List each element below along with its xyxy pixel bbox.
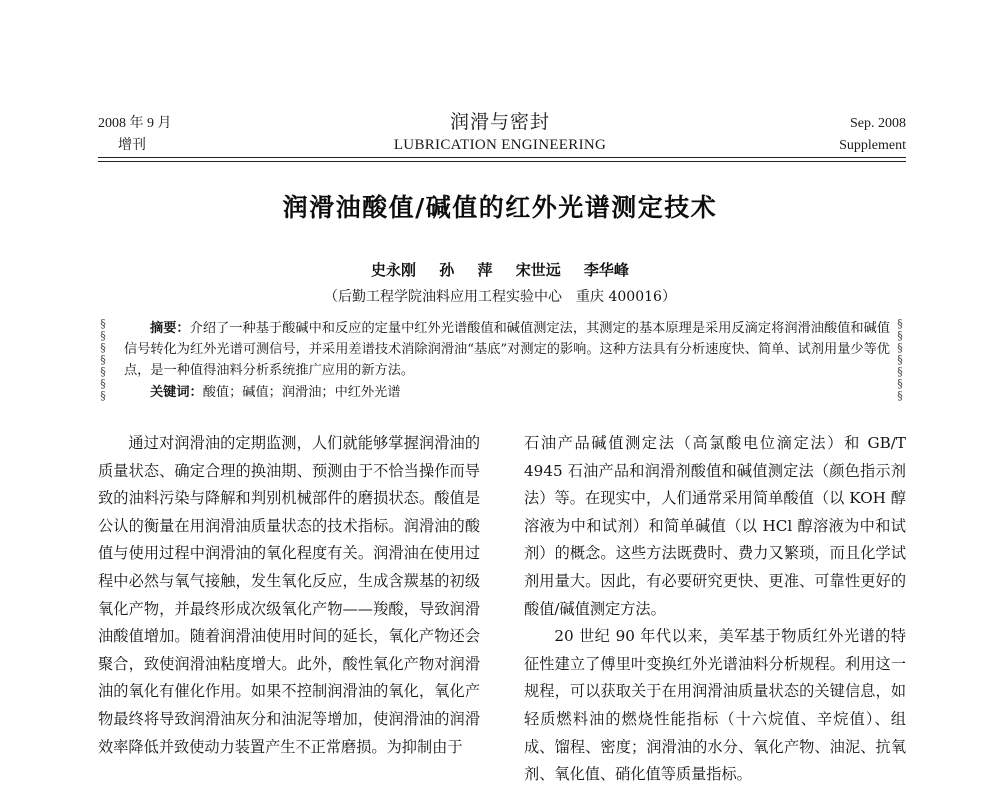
header-left — [98, 113, 172, 157]
abstract-border-right: § § § § § § § — [897, 318, 903, 402]
journal-name-cn: 润滑与密封 — [449, 111, 550, 133]
body-column-right — [524, 430, 906, 789]
body-paragraph: 石油产品碱值测定法（高氯酸电位滴定法）和 GB/T 4945 石油产品和润滑剂酸值和碱值测定法（颜色指示剂法）等。在现实中，人们通常采用简单酸值（以 KOH 醇溶液为中和试剂）和简单碱值（以 HCl 醇溶液为中和试剂）的概念。这些方法既费时、费力又繁琐，而且化学试剂用量大。因此，有必要研究更快、更准、可靠性更好的酸值/碱值测定方法。 — [524, 434, 906, 618]
keywords-text: 酸值；碱值；润滑油；中红外光谱 — [202, 385, 401, 400]
body-paragraph: 通过对润滑油的定期监测，人们就能够掌握润滑油的质量状态、确定合理的换油期、预测由于不恰当操作而导致的油料污染与降解和判别机械部件的磨损状态。酸值是公认的衡量在用润滑油质量状态的技术指标。润滑油的酸值与使用过程中润滑油的氧化程度有关。润滑油在使用过程中必然与氧气接触，发生氧化反应，生成含羰基的初级氧化产物，并最终形成次级氧化产物——羧酸，导致润滑油酸值增加。随着润滑油使用时间的延长，氧化产物还会聚合，致使润滑油粘度增大。此外，酸性氧化产物对润滑油的氧化有催化作用。如果不控制润滑油的氧化，氧化产物最终将导致润滑油灰分和油泥等增加，使润滑油的润滑效率降低并致使动力装置产生不正常磨损。为抑制由于 — [98, 434, 480, 756]
header-right — [839, 113, 906, 157]
keywords-label: 关键词： — [150, 385, 203, 400]
header-issue-en: Supplement — [839, 138, 906, 153]
abstract — [124, 318, 890, 381]
header-journal — [300, 110, 700, 156]
body-paragraph: 20 世纪 90 年代以来，美军基于物质红外光谱的特征性建立了傅里叶变换红外光谱油料分析规程。利用这一规程，可以获取关于在用润滑油质量状态的关键信息，如轻质燃料油的燃烧性能指标（十六烷值、辛烷值）、组成、馏程、密度；润滑油的水分、氧化产物、油泥、抗氧剂、氧化值、硝化值等质量指标。 — [524, 627, 906, 784]
journal-name-en: LUBRICATION ENGINEERING — [393, 137, 607, 153]
header-issue-cn: 增刊 — [118, 138, 146, 153]
abstract-text: 介绍了一种基于酸碱中和反应的定量中红外光谱酸值和碱值测定法，其测定的基本原理是采用反滴定将润滑油酸值和碱值信号转化为红外光谱可测信号，并采用差谱技术消除润滑油“基底”对测定的影响。这种方法具有分析速度快、简单、试剂用量少等优点，是一种值得油料分析系统推广应用的新方法。 — [124, 321, 891, 378]
header-date-cn: 2008 年 9 月 — [98, 116, 172, 131]
abstract-label: 摘要： — [150, 321, 190, 336]
article-authors: 史永刚 孙 萍 宋世远 李华峰 — [371, 261, 629, 279]
article-affiliation: （后勤工程学院油料应用工程实验中心 重庆 400016） — [324, 289, 676, 305]
body-column-left — [98, 430, 480, 761]
border-glyph: § — [100, 318, 106, 330]
header-rule — [98, 157, 906, 162]
article-title: 润滑油酸值/碱值的红外光谱测定技术 — [282, 193, 718, 222]
keywords — [124, 382, 890, 403]
header-date-en: Sep. 2008 — [850, 116, 906, 131]
abstract-border-left: § § § § § § § — [100, 318, 106, 402]
